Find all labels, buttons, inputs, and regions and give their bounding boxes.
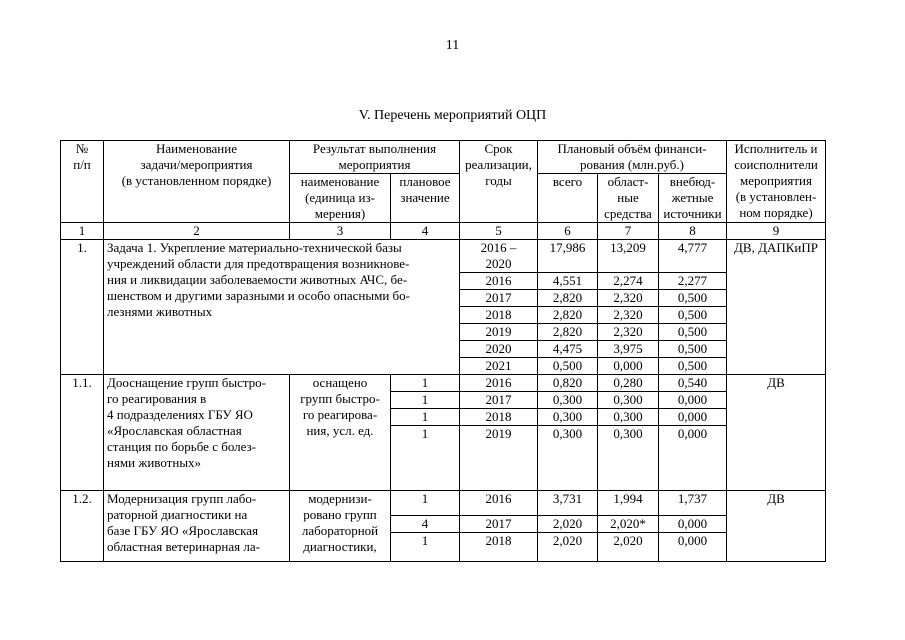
extra-cell: 0,500 — [659, 358, 727, 375]
column-number: 4 — [391, 223, 460, 240]
year-cell: 2017 — [460, 516, 538, 533]
text-line: шенством и другими заразными и особо опасными бо- — [107, 288, 411, 303]
total-cell: 4,551 — [538, 273, 598, 290]
extra-cell: 1,737 — [659, 491, 727, 516]
extra-cell: 0,500 — [659, 341, 727, 358]
value-cell: 1 — [391, 375, 460, 392]
value-cell: 1 — [391, 392, 460, 409]
text-line: лезнями животных — [107, 304, 213, 319]
text-line: Исполнитель и — [734, 141, 818, 156]
regional-cell: 2,020 — [598, 533, 659, 562]
regional-cell: 2,320 — [598, 324, 659, 341]
year-cell: 2018 — [460, 409, 538, 426]
extra-cell: 4,777 — [659, 240, 727, 273]
header-name — [104, 141, 290, 223]
text-line: (в установлен- — [735, 189, 817, 204]
regional-cell: 0,300 — [598, 409, 659, 426]
regional-cell: 0,300 — [598, 426, 659, 491]
row-number: 1.1. — [61, 375, 104, 491]
year-cell — [460, 290, 538, 307]
text-line: ровано групп — [303, 507, 377, 522]
table-row — [61, 375, 826, 392]
text-line: плановое — [399, 174, 451, 189]
text-line: ном порядке) — [739, 205, 813, 220]
header-result — [290, 141, 460, 174]
text-line: го реагирования в — [107, 391, 207, 406]
text-line: лабораторной — [301, 523, 379, 538]
table-row — [61, 240, 826, 273]
value-cell: 4 — [391, 516, 460, 533]
text-line: соисполнители — [734, 157, 818, 172]
measures-table — [60, 140, 826, 562]
text-line: рования (млн.руб.) — [580, 157, 684, 172]
extra-cell: 0,000 — [659, 409, 727, 426]
regional-cell: 2,320 — [598, 290, 659, 307]
text-line: жетные — [671, 190, 714, 205]
year-cell — [460, 341, 538, 358]
header-executor — [727, 141, 826, 223]
measure-name — [104, 375, 290, 491]
year-cell: 2016 — [460, 491, 538, 516]
header-num — [61, 141, 104, 223]
year-cell — [460, 324, 538, 341]
regional-cell: 2,274 — [598, 273, 659, 290]
text-line: задачи/мероприятия — [140, 157, 253, 172]
total-cell: 0,500 — [538, 358, 598, 375]
regional-cell: 13,209 — [598, 240, 659, 273]
text-line: значение — [400, 190, 450, 205]
regional-cell: 1,994 — [598, 491, 659, 516]
header-row — [61, 141, 826, 174]
text-line: наименование — [300, 174, 380, 189]
year-cell: 2019 — [460, 426, 538, 491]
page-number: 11 — [445, 38, 460, 53]
measure-name — [104, 491, 290, 562]
header-total: всего — [538, 174, 598, 223]
extra-cell: 0,000 — [659, 516, 727, 533]
text-line: «Ярославская областная — [107, 423, 242, 438]
executor-cell: ДВ, ДАПКиПР — [727, 240, 826, 375]
text-line: Наименование — [156, 141, 237, 156]
text-line: источники — [663, 206, 722, 221]
column-number: 8 — [659, 223, 727, 240]
text-line: 2016 – — [480, 240, 517, 255]
year-cell — [460, 358, 538, 375]
total-cell: 4,475 — [538, 341, 598, 358]
text-line: област- — [607, 174, 649, 189]
column-number: 3 — [290, 223, 391, 240]
text-line: мерения) — [314, 206, 366, 221]
text-line: 2020 — [485, 341, 512, 356]
text-line: 2019 — [485, 324, 512, 339]
year-cell: 2018 — [460, 533, 538, 562]
extra-cell: 0,500 — [659, 290, 727, 307]
task-name — [104, 240, 460, 375]
total-cell: 2,020 — [538, 516, 598, 533]
total-cell: 0,300 — [538, 409, 598, 426]
total-cell: 2,820 — [538, 307, 598, 324]
column-number: 2 — [104, 223, 290, 240]
result-name — [290, 375, 391, 491]
total-cell: 0,300 — [538, 392, 598, 409]
header-term — [460, 141, 538, 223]
text-line: областная ветеринарная ла- — [107, 539, 260, 554]
header-finance — [538, 141, 727, 174]
text-line: № — [75, 141, 89, 156]
text-line: (единица из- — [305, 190, 375, 205]
text-line: групп быстро- — [300, 391, 380, 406]
text-line: учреждений области для предотвращения возникнове- — [107, 256, 410, 271]
value-cell: 1 — [391, 533, 460, 562]
regional-cell: 0,300 — [598, 392, 659, 409]
text-line: станция по борьбе с болез- — [107, 439, 257, 454]
text-line: Срок — [484, 141, 513, 156]
regional-cell: 2,020* — [598, 516, 659, 533]
text-line: средства — [604, 206, 652, 221]
column-number: 7 — [598, 223, 659, 240]
year-cell — [460, 240, 538, 273]
text-line: модернизи- — [308, 491, 372, 506]
header-extra — [659, 174, 727, 223]
text-line: Дооснащение групп быстро- — [107, 375, 267, 390]
header-result-name — [290, 174, 391, 223]
extra-cell: 0,000 — [659, 426, 727, 491]
text-line: ния, усл. ед. — [306, 423, 374, 438]
text-line: ные — [617, 190, 639, 205]
text-line: 2021 — [485, 358, 512, 373]
value-cell: 1 — [391, 426, 460, 491]
regional-cell: 3,975 — [598, 341, 659, 358]
text-line: (в установленном порядке) — [121, 173, 272, 188]
text-line: 2016 — [485, 273, 512, 288]
text-line: диагностики, — [303, 539, 377, 554]
extra-cell: 0,500 — [659, 307, 727, 324]
column-number: 5 — [460, 223, 538, 240]
year-cell — [460, 307, 538, 324]
total-cell: 2,020 — [538, 533, 598, 562]
regional-cell: 0,000 — [598, 358, 659, 375]
column-number: 9 — [727, 223, 826, 240]
column-number: 6 — [538, 223, 598, 240]
total-cell: 0,300 — [538, 426, 598, 491]
text-line: внебюд- — [669, 174, 716, 189]
text-line: 4 подразделениях ГБУ ЯО — [107, 407, 253, 422]
year-cell — [460, 273, 538, 290]
text-line: Результат выполнения — [312, 141, 437, 156]
extra-cell: 2,277 — [659, 273, 727, 290]
text-line: реализации, — [465, 157, 532, 172]
text-line: мероприятия — [338, 157, 411, 172]
text-line: раторной диагностики на — [107, 507, 248, 522]
text-line: нями животных» — [107, 455, 202, 470]
text-line: п/п — [73, 157, 91, 172]
text-line: ния и ликвидации заболеваемости животных АЧС, бе- — [107, 272, 408, 287]
text-line: годы — [485, 173, 512, 188]
section-title: V. Перечень мероприятий ОЦП — [358, 108, 547, 123]
header-result-value — [391, 174, 460, 223]
text-line: оснащено — [312, 375, 368, 390]
table-row — [61, 491, 826, 516]
row-number: 1. — [61, 240, 104, 375]
value-cell: 1 — [391, 491, 460, 516]
executor-cell: ДВ — [727, 375, 826, 491]
column-number-row — [61, 223, 826, 240]
year-cell: 2017 — [460, 392, 538, 409]
text-line: 2017 — [485, 290, 512, 305]
total-cell: 3,731 — [538, 491, 598, 516]
total-cell: 17,986 — [538, 240, 598, 273]
extra-cell: 0,540 — [659, 375, 727, 392]
column-number: 1 — [61, 223, 104, 240]
text-line: Плановый объём финанси- — [557, 141, 707, 156]
extra-cell: 0,500 — [659, 324, 727, 341]
extra-cell: 0,000 — [659, 533, 727, 562]
text-line: мероприятия — [739, 173, 812, 188]
text-line: 2020 — [485, 256, 512, 271]
text-line: 2018 — [485, 307, 512, 322]
total-cell: 0,820 — [538, 375, 598, 392]
total-cell: 2,820 — [538, 290, 598, 307]
total-cell: 2,820 — [538, 324, 598, 341]
row-number: 1.2. — [61, 491, 104, 562]
text-line: базе ГБУ ЯО «Ярославская — [107, 523, 259, 538]
result-name — [290, 491, 391, 562]
text-line: Модернизация групп лабо- — [107, 491, 257, 506]
text-line: го реагирова- — [302, 407, 378, 422]
text-line: Задача 1. Укрепление материально-технической базы — [107, 240, 402, 255]
regional-cell: 0,280 — [598, 375, 659, 392]
extra-cell: 0,000 — [659, 392, 727, 409]
year-cell: 2016 — [460, 375, 538, 392]
executor-cell: ДВ — [727, 491, 826, 562]
header-regional — [598, 174, 659, 223]
regional-cell: 2,320 — [598, 307, 659, 324]
value-cell: 1 — [391, 409, 460, 426]
